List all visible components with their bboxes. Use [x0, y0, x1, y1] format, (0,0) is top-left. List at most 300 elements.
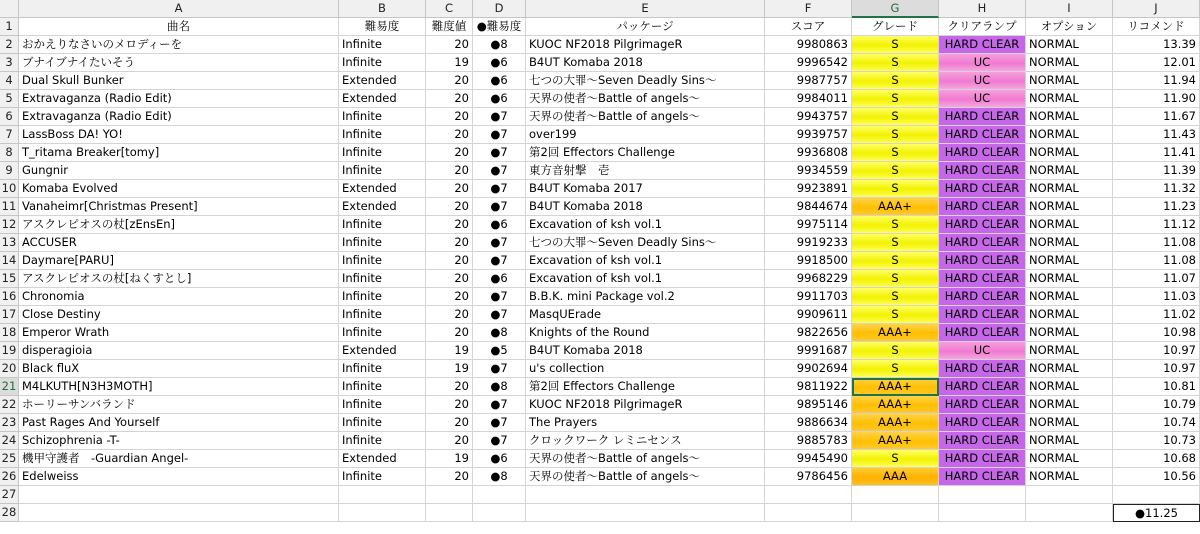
row-number[interactable]: 25	[0, 450, 19, 468]
grade-cell[interactable]: S	[852, 90, 939, 108]
row-number[interactable]: 7	[0, 126, 19, 144]
dot-difficulty-cell[interactable]: ●6	[473, 270, 526, 288]
song-title-cell[interactable]: Daymare[PARU]	[19, 252, 339, 270]
clear-lamp-cell[interactable]: UC	[939, 54, 1026, 72]
difficulty-cell[interactable]: Infinite	[339, 306, 426, 324]
empty-cell[interactable]	[1026, 486, 1113, 504]
row-number[interactable]: 4	[0, 72, 19, 90]
dot-difficulty-cell[interactable]: ●7	[473, 306, 526, 324]
row-number[interactable]: 17	[0, 306, 19, 324]
option-cell[interactable]: NORMAL	[1026, 234, 1113, 252]
recommend-cell[interactable]: 11.43	[1113, 126, 1200, 144]
score-cell[interactable]: 9984011	[765, 90, 852, 108]
level-cell[interactable]: 20	[426, 324, 473, 342]
score-cell[interactable]: 9936808	[765, 144, 852, 162]
level-cell[interactable]: 20	[426, 270, 473, 288]
clear-lamp-cell[interactable]: UC	[939, 342, 1026, 360]
level-cell[interactable]: 20	[426, 378, 473, 396]
recommend-cell[interactable]: 10.81	[1113, 378, 1200, 396]
option-cell[interactable]: NORMAL	[1026, 414, 1113, 432]
score-cell[interactable]: 9822656	[765, 324, 852, 342]
package-cell[interactable]: KUOC NF2018 PilgrimageR	[526, 396, 765, 414]
difficulty-cell[interactable]: Infinite	[339, 234, 426, 252]
song-title-cell[interactable]: アスクレピオスの杖[ねくすとし]	[19, 270, 339, 288]
dot-difficulty-cell[interactable]: ●8	[473, 36, 526, 54]
dot-difficulty-cell[interactable]: ●7	[473, 288, 526, 306]
clear-lamp-cell[interactable]: HARD CLEAR	[939, 234, 1026, 252]
recommend-cell[interactable]: 12.01	[1113, 54, 1200, 72]
song-title-cell[interactable]: ホーリーサンバランド	[19, 396, 339, 414]
option-cell[interactable]: NORMAL	[1026, 396, 1113, 414]
header-cell-e[interactable]: パッケージ	[526, 18, 765, 36]
column-header-j[interactable]: J	[1113, 0, 1200, 18]
empty-cell[interactable]	[765, 486, 852, 504]
package-cell[interactable]: B4UT Komaba 2018	[526, 198, 765, 216]
level-cell[interactable]: 20	[426, 162, 473, 180]
row-number[interactable]: 5	[0, 90, 19, 108]
dot-difficulty-cell[interactable]: ●7	[473, 432, 526, 450]
row-number[interactable]: 24	[0, 432, 19, 450]
song-title-cell[interactable]: Edelweiss	[19, 468, 339, 486]
score-cell[interactable]: 9885783	[765, 432, 852, 450]
clear-lamp-cell[interactable]: HARD CLEAR	[939, 36, 1026, 54]
level-cell[interactable]: 20	[426, 234, 473, 252]
clear-lamp-cell[interactable]: HARD CLEAR	[939, 126, 1026, 144]
level-cell[interactable]: 20	[426, 126, 473, 144]
grade-cell[interactable]: AAA+	[852, 414, 939, 432]
row-number[interactable]: 1	[0, 18, 19, 36]
song-title-cell[interactable]: Black fluX	[19, 360, 339, 378]
row-number[interactable]: 16	[0, 288, 19, 306]
difficulty-cell[interactable]: Extended	[339, 180, 426, 198]
grade-cell[interactable]: S	[852, 180, 939, 198]
package-cell[interactable]: Excavation of ksh vol.1	[526, 270, 765, 288]
package-cell[interactable]: over199	[526, 126, 765, 144]
package-cell[interactable]: Excavation of ksh vol.1	[526, 252, 765, 270]
level-cell[interactable]: 19	[426, 54, 473, 72]
option-cell[interactable]: NORMAL	[1026, 72, 1113, 90]
dot-difficulty-cell[interactable]: ●7	[473, 198, 526, 216]
option-cell[interactable]: NORMAL	[1026, 342, 1113, 360]
row-number[interactable]: 2	[0, 36, 19, 54]
score-cell[interactable]: 9934559	[765, 162, 852, 180]
level-cell[interactable]: 20	[426, 108, 473, 126]
song-title-cell[interactable]: Komaba Evolved	[19, 180, 339, 198]
recommend-cell[interactable]: 11.67	[1113, 108, 1200, 126]
header-cell-d[interactable]: ●難易度	[473, 18, 526, 36]
score-cell[interactable]: 9923891	[765, 180, 852, 198]
grade-cell[interactable]: S	[852, 288, 939, 306]
song-title-cell[interactable]: Close Destiny	[19, 306, 339, 324]
score-cell[interactable]: 9811922	[765, 378, 852, 396]
header-cell-j[interactable]: リコメンド	[1113, 18, 1200, 36]
option-cell[interactable]: NORMAL	[1026, 306, 1113, 324]
dot-difficulty-cell[interactable]: ●6	[473, 54, 526, 72]
row-number[interactable]: 9	[0, 162, 19, 180]
clear-lamp-cell[interactable]: HARD CLEAR	[939, 468, 1026, 486]
header-cell-g[interactable]: グレード	[852, 18, 939, 36]
recommend-cell[interactable]: 10.68	[1113, 450, 1200, 468]
package-cell[interactable]: 七つの大罪～Seven Deadly Sins～	[526, 234, 765, 252]
package-cell[interactable]: 天界の使者～Battle of angels～	[526, 90, 765, 108]
level-cell[interactable]: 20	[426, 180, 473, 198]
song-title-cell[interactable]: Dual Skull Bunker	[19, 72, 339, 90]
column-header-g[interactable]: G	[852, 0, 939, 18]
row-number[interactable]: 18	[0, 324, 19, 342]
song-title-cell[interactable]: Past Rages And Yourself	[19, 414, 339, 432]
clear-lamp-cell[interactable]: HARD CLEAR	[939, 414, 1026, 432]
row-number[interactable]: 10	[0, 180, 19, 198]
difficulty-cell[interactable]: Infinite	[339, 288, 426, 306]
song-title-cell[interactable]: おかえりなさいのメロディーを	[19, 36, 339, 54]
difficulty-cell[interactable]: Infinite	[339, 216, 426, 234]
difficulty-cell[interactable]: Extended	[339, 450, 426, 468]
column-header-d[interactable]: D	[473, 0, 526, 18]
level-cell[interactable]: 20	[426, 216, 473, 234]
option-cell[interactable]: NORMAL	[1026, 252, 1113, 270]
level-cell[interactable]: 20	[426, 36, 473, 54]
clear-lamp-cell[interactable]: HARD CLEAR	[939, 324, 1026, 342]
difficulty-cell[interactable]: Infinite	[339, 360, 426, 378]
grade-cell[interactable]: AAA+	[852, 396, 939, 414]
header-cell-c[interactable]: 難度値	[426, 18, 473, 36]
clear-lamp-cell[interactable]: UC	[939, 90, 1026, 108]
dot-difficulty-cell[interactable]: ●8	[473, 468, 526, 486]
difficulty-cell[interactable]: Infinite	[339, 162, 426, 180]
empty-cell[interactable]	[1113, 486, 1200, 504]
clear-lamp-cell[interactable]: HARD CLEAR	[939, 198, 1026, 216]
grade-cell[interactable]: AAA+	[852, 324, 939, 342]
package-cell[interactable]: 天界の使者～Battle of angels～	[526, 108, 765, 126]
recommend-cell[interactable]: 11.90	[1113, 90, 1200, 108]
option-cell[interactable]: NORMAL	[1026, 36, 1113, 54]
difficulty-cell[interactable]: Infinite	[339, 126, 426, 144]
empty-cell[interactable]	[526, 486, 765, 504]
recommend-cell[interactable]: 11.39	[1113, 162, 1200, 180]
package-cell[interactable]: MasqUErade	[526, 306, 765, 324]
score-cell[interactable]: 9844674	[765, 198, 852, 216]
package-cell[interactable]: 第2回 Effectors Challenge	[526, 144, 765, 162]
level-cell[interactable]: 20	[426, 72, 473, 90]
grade-cell[interactable]: AAA+	[852, 378, 939, 396]
package-cell[interactable]: Excavation of ksh vol.1	[526, 216, 765, 234]
score-cell[interactable]: 9943757	[765, 108, 852, 126]
song-title-cell[interactable]: 機甲守護者 -Guardian Angel-	[19, 450, 339, 468]
dot-difficulty-cell[interactable]: ●8	[473, 378, 526, 396]
dot-difficulty-cell[interactable]: ●7	[473, 162, 526, 180]
row-number[interactable]: 22	[0, 396, 19, 414]
clear-lamp-cell[interactable]: UC	[939, 72, 1026, 90]
score-cell[interactable]: 9968229	[765, 270, 852, 288]
recommend-cell[interactable]: 10.79	[1113, 396, 1200, 414]
header-cell-i[interactable]: オプション	[1026, 18, 1113, 36]
option-cell[interactable]: NORMAL	[1026, 324, 1113, 342]
recommend-cell[interactable]: 10.56	[1113, 468, 1200, 486]
package-cell[interactable]: B4UT Komaba 2017	[526, 180, 765, 198]
difficulty-cell[interactable]: Infinite	[339, 432, 426, 450]
clear-lamp-cell[interactable]: HARD CLEAR	[939, 270, 1026, 288]
difficulty-cell[interactable]: Infinite	[339, 378, 426, 396]
option-cell[interactable]: NORMAL	[1026, 378, 1113, 396]
grade-cell[interactable]: S	[852, 108, 939, 126]
score-cell[interactable]: 9980863	[765, 36, 852, 54]
empty-cell[interactable]	[939, 504, 1026, 522]
option-cell[interactable]: NORMAL	[1026, 126, 1113, 144]
recommend-cell[interactable]: 13.39	[1113, 36, 1200, 54]
level-cell[interactable]: 20	[426, 396, 473, 414]
grade-cell[interactable]: AAA+	[852, 432, 939, 450]
package-cell[interactable]: B4UT Komaba 2018	[526, 54, 765, 72]
difficulty-cell[interactable]: Infinite	[339, 144, 426, 162]
column-header-h[interactable]: H	[939, 0, 1026, 18]
grade-cell[interactable]: AAA	[852, 468, 939, 486]
empty-cell[interactable]	[339, 504, 426, 522]
recommend-cell[interactable]: 10.73	[1113, 432, 1200, 450]
recommend-cell[interactable]: 11.94	[1113, 72, 1200, 90]
difficulty-cell[interactable]: Extended	[339, 90, 426, 108]
row-number[interactable]: 15	[0, 270, 19, 288]
difficulty-cell[interactable]: Infinite	[339, 252, 426, 270]
dot-difficulty-cell[interactable]: ●5	[473, 342, 526, 360]
clear-lamp-cell[interactable]: HARD CLEAR	[939, 144, 1026, 162]
option-cell[interactable]: NORMAL	[1026, 360, 1113, 378]
level-cell[interactable]: 19	[426, 342, 473, 360]
clear-lamp-cell[interactable]: HARD CLEAR	[939, 378, 1026, 396]
grade-cell[interactable]: S	[852, 342, 939, 360]
difficulty-cell[interactable]: Extended	[339, 72, 426, 90]
dot-difficulty-cell[interactable]: ●6	[473, 90, 526, 108]
score-cell[interactable]: 9909611	[765, 306, 852, 324]
score-cell[interactable]: 9918500	[765, 252, 852, 270]
empty-cell[interactable]	[852, 504, 939, 522]
option-cell[interactable]: NORMAL	[1026, 450, 1113, 468]
empty-cell[interactable]	[473, 486, 526, 504]
level-cell[interactable]: 20	[426, 90, 473, 108]
column-header-i[interactable]: I	[1026, 0, 1113, 18]
song-title-cell[interactable]: Vanaheimr[Christmas Present]	[19, 198, 339, 216]
empty-cell[interactable]	[19, 504, 339, 522]
recommend-cell[interactable]: 10.74	[1113, 414, 1200, 432]
grade-cell[interactable]: S	[852, 360, 939, 378]
row-number[interactable]: 12	[0, 216, 19, 234]
level-cell[interactable]: 20	[426, 468, 473, 486]
recommend-cell[interactable]: 11.32	[1113, 180, 1200, 198]
row-number[interactable]: 19	[0, 342, 19, 360]
dot-difficulty-cell[interactable]: ●7	[473, 180, 526, 198]
recommend-cell[interactable]: 10.98	[1113, 324, 1200, 342]
column-header-b[interactable]: B	[339, 0, 426, 18]
level-cell[interactable]: 20	[426, 198, 473, 216]
row-number[interactable]: 3	[0, 54, 19, 72]
score-cell[interactable]: 9786456	[765, 468, 852, 486]
recommend-cell[interactable]: 10.97	[1113, 342, 1200, 360]
clear-lamp-cell[interactable]: HARD CLEAR	[939, 162, 1026, 180]
clear-lamp-cell[interactable]: HARD CLEAR	[939, 450, 1026, 468]
difficulty-cell[interactable]: Infinite	[339, 108, 426, 126]
grade-cell[interactable]: AAA+	[852, 198, 939, 216]
column-header-e[interactable]: E	[526, 0, 765, 18]
option-cell[interactable]: NORMAL	[1026, 288, 1113, 306]
difficulty-cell[interactable]: Extended	[339, 198, 426, 216]
difficulty-cell[interactable]: Infinite	[339, 324, 426, 342]
dot-difficulty-cell[interactable]: ●7	[473, 126, 526, 144]
option-cell[interactable]: NORMAL	[1026, 468, 1113, 486]
dot-difficulty-cell[interactable]: ●6	[473, 216, 526, 234]
song-title-cell[interactable]: T_ritama Breaker[tomy]	[19, 144, 339, 162]
empty-cell[interactable]	[339, 486, 426, 504]
clear-lamp-cell[interactable]: HARD CLEAR	[939, 108, 1026, 126]
empty-cell[interactable]	[19, 486, 339, 504]
grade-cell[interactable]: S	[852, 270, 939, 288]
song-title-cell[interactable]: Schizophrenia -T-	[19, 432, 339, 450]
empty-cell[interactable]	[426, 486, 473, 504]
row-number[interactable]: 20	[0, 360, 19, 378]
grade-cell[interactable]: S	[852, 126, 939, 144]
option-cell[interactable]: NORMAL	[1026, 198, 1113, 216]
level-cell[interactable]: 20	[426, 432, 473, 450]
grade-cell[interactable]: S	[852, 216, 939, 234]
option-cell[interactable]: NORMAL	[1026, 180, 1113, 198]
empty-cell[interactable]	[939, 486, 1026, 504]
song-title-cell[interactable]: Chronomia	[19, 288, 339, 306]
package-cell[interactable]: 天界の使者～Battle of angels～	[526, 450, 765, 468]
level-cell[interactable]: 19	[426, 360, 473, 378]
package-cell[interactable]: 東方音射撃 壱	[526, 162, 765, 180]
option-cell[interactable]: NORMAL	[1026, 54, 1113, 72]
clear-lamp-cell[interactable]: HARD CLEAR	[939, 360, 1026, 378]
option-cell[interactable]: NORMAL	[1026, 432, 1113, 450]
option-cell[interactable]: NORMAL	[1026, 216, 1113, 234]
row-number[interactable]: 26	[0, 468, 19, 486]
difficulty-cell[interactable]: Infinite	[339, 468, 426, 486]
package-cell[interactable]: 第2回 Effectors Challenge	[526, 378, 765, 396]
recommend-cell[interactable]: 11.41	[1113, 144, 1200, 162]
row-number[interactable]: 14	[0, 252, 19, 270]
empty-cell[interactable]	[1026, 504, 1113, 522]
song-title-cell[interactable]: ブナイブナイたいそう	[19, 54, 339, 72]
clear-lamp-cell[interactable]: HARD CLEAR	[939, 216, 1026, 234]
level-cell[interactable]: 20	[426, 288, 473, 306]
difficulty-cell[interactable]: Infinite	[339, 414, 426, 432]
grade-cell[interactable]: S	[852, 252, 939, 270]
row-number[interactable]: 8	[0, 144, 19, 162]
difficulty-cell[interactable]: Infinite	[339, 36, 426, 54]
empty-cell[interactable]	[426, 504, 473, 522]
average-recommend-cell[interactable]: ●11.25	[1113, 504, 1200, 522]
level-cell[interactable]: 20	[426, 306, 473, 324]
recommend-cell[interactable]: 11.12	[1113, 216, 1200, 234]
package-cell[interactable]: 七つの大罪～Seven Deadly Sins～	[526, 72, 765, 90]
grade-cell[interactable]: S	[852, 306, 939, 324]
option-cell[interactable]: NORMAL	[1026, 90, 1113, 108]
dot-difficulty-cell[interactable]: ●6	[473, 72, 526, 90]
row-number[interactable]: 21	[0, 378, 19, 396]
level-cell[interactable]: 20	[426, 414, 473, 432]
header-cell-h[interactable]: クリアランプ	[939, 18, 1026, 36]
header-cell-f[interactable]: スコア	[765, 18, 852, 36]
song-title-cell[interactable]: Gungnir	[19, 162, 339, 180]
row-number[interactable]: 6	[0, 108, 19, 126]
score-cell[interactable]: 9939757	[765, 126, 852, 144]
package-cell[interactable]: クロックワーク レミニセンス	[526, 432, 765, 450]
empty-cell[interactable]	[852, 486, 939, 504]
song-title-cell[interactable]: Extravaganza (Radio Edit)	[19, 108, 339, 126]
header-cell-b[interactable]: 難易度	[339, 18, 426, 36]
clear-lamp-cell[interactable]: HARD CLEAR	[939, 432, 1026, 450]
package-cell[interactable]: u's collection	[526, 360, 765, 378]
row-number[interactable]: 13	[0, 234, 19, 252]
score-cell[interactable]: 9945490	[765, 450, 852, 468]
recommend-cell[interactable]: 11.08	[1113, 234, 1200, 252]
row-number[interactable]: 27	[0, 486, 19, 504]
level-cell[interactable]: 19	[426, 450, 473, 468]
difficulty-cell[interactable]: Infinite	[339, 396, 426, 414]
column-header-c[interactable]: C	[426, 0, 473, 18]
song-title-cell[interactable]: M4LKUTH[N3H3MOTH]	[19, 378, 339, 396]
package-cell[interactable]: The Prayers	[526, 414, 765, 432]
option-cell[interactable]: NORMAL	[1026, 162, 1113, 180]
dot-difficulty-cell[interactable]: ●7	[473, 144, 526, 162]
song-title-cell[interactable]: ACCUSER	[19, 234, 339, 252]
recommend-cell[interactable]: 10.97	[1113, 360, 1200, 378]
score-cell[interactable]: 9911703	[765, 288, 852, 306]
package-cell[interactable]: 天界の使者～Battle of angels～	[526, 468, 765, 486]
grade-cell[interactable]: S	[852, 36, 939, 54]
dot-difficulty-cell[interactable]: ●8	[473, 324, 526, 342]
option-cell[interactable]: NORMAL	[1026, 108, 1113, 126]
empty-cell[interactable]	[765, 504, 852, 522]
header-cell-a[interactable]: 曲名	[19, 18, 339, 36]
dot-difficulty-cell[interactable]: ●6	[473, 450, 526, 468]
row-number[interactable]: 11	[0, 198, 19, 216]
score-cell[interactable]: 9895146	[765, 396, 852, 414]
song-title-cell[interactable]: disperagioia	[19, 342, 339, 360]
difficulty-cell[interactable]: Infinite	[339, 270, 426, 288]
score-cell[interactable]: 9975114	[765, 216, 852, 234]
dot-difficulty-cell[interactable]: ●7	[473, 252, 526, 270]
dot-difficulty-cell[interactable]: ●7	[473, 396, 526, 414]
difficulty-cell[interactable]: Extended	[339, 342, 426, 360]
dot-difficulty-cell[interactable]: ●7	[473, 360, 526, 378]
recommend-cell[interactable]: 11.23	[1113, 198, 1200, 216]
package-cell[interactable]: B4UT Komaba 2018	[526, 342, 765, 360]
package-cell[interactable]: B.B.K. mini Package vol.2	[526, 288, 765, 306]
difficulty-cell[interactable]: Infinite	[339, 54, 426, 72]
song-title-cell[interactable]: Emperor Wrath	[19, 324, 339, 342]
clear-lamp-cell[interactable]: HARD CLEAR	[939, 252, 1026, 270]
row-number[interactable]: 28	[0, 504, 19, 522]
clear-lamp-cell[interactable]: HARD CLEAR	[939, 306, 1026, 324]
dot-difficulty-cell[interactable]: ●7	[473, 414, 526, 432]
option-cell[interactable]: NORMAL	[1026, 144, 1113, 162]
select-all-corner[interactable]	[0, 0, 19, 18]
grade-cell[interactable]: S	[852, 144, 939, 162]
dot-difficulty-cell[interactable]: ●7	[473, 234, 526, 252]
song-title-cell[interactable]: LassBoss DA! YO!	[19, 126, 339, 144]
level-cell[interactable]: 20	[426, 252, 473, 270]
grade-cell[interactable]: S	[852, 234, 939, 252]
clear-lamp-cell[interactable]: HARD CLEAR	[939, 288, 1026, 306]
recommend-cell[interactable]: 11.03	[1113, 288, 1200, 306]
score-cell[interactable]: 9996542	[765, 54, 852, 72]
recommend-cell[interactable]: 11.08	[1113, 252, 1200, 270]
grade-cell[interactable]: S	[852, 162, 939, 180]
song-title-cell[interactable]: アスクレピオスの杖[zEnsEn]	[19, 216, 339, 234]
score-cell[interactable]: 9919233	[765, 234, 852, 252]
empty-cell[interactable]	[526, 504, 765, 522]
package-cell[interactable]: KUOC NF2018 PilgrimageR	[526, 36, 765, 54]
song-title-cell[interactable]: Extravaganza (Radio Edit)	[19, 90, 339, 108]
